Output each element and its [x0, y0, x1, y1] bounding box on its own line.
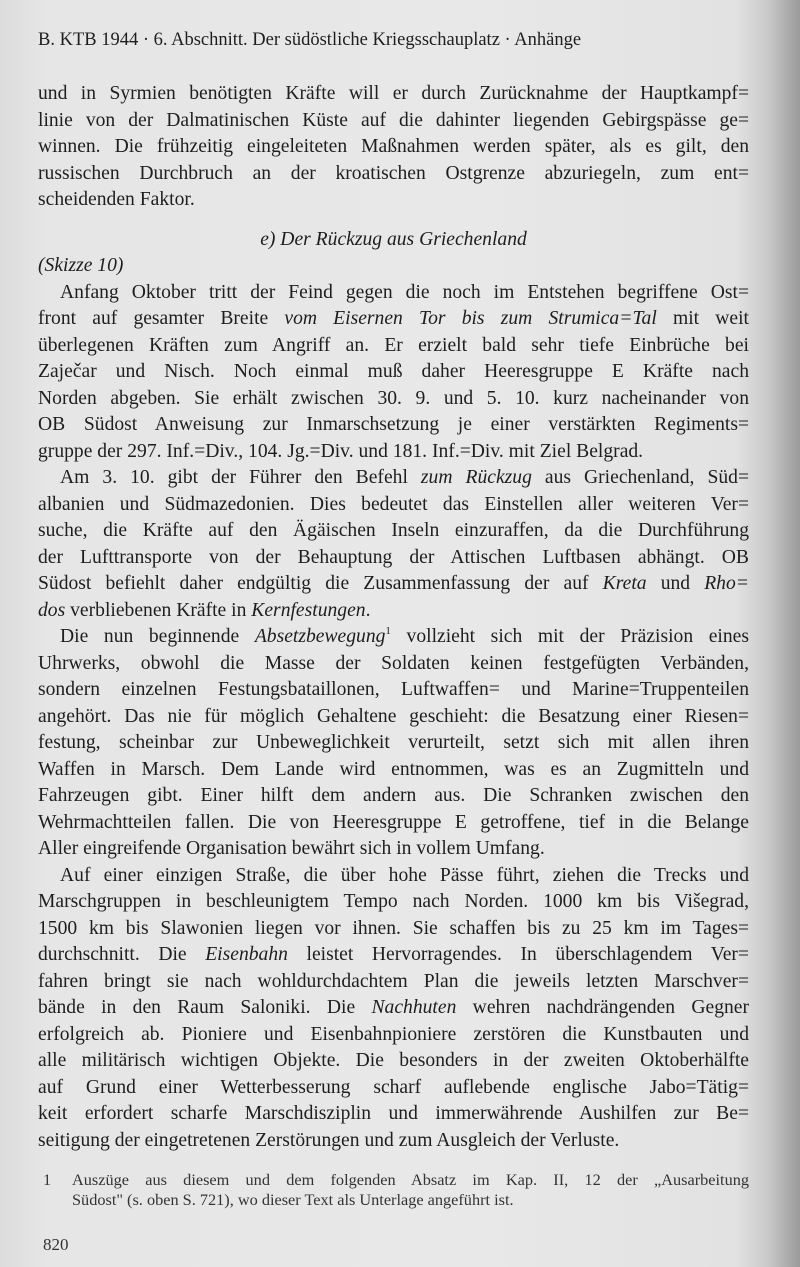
- text-line: gruppe der 297. Inf.=Div., 104. Jg.=Div. und 181. Inf.=Div. mit Ziel Belgrad.: [38, 440, 644, 462]
- running-header: B. KTB 1944 · 6. Abschnitt. Der südöstliche Kriegsschauplatz · Anhänge: [38, 30, 582, 50]
- paragraph: [38, 863, 749, 1155]
- italic-text: vom Eisernen Tor bis zum Strumica=Tal: [284, 308, 657, 329]
- text-line: festung, scheinbar zur Unbeweglichkeit verurteilt, setzt sich mit allen ihren: [38, 732, 749, 753]
- text-line: Südost befiehlt daher endgültig die Zusammenfassung der auf Kreta und Rho=: [38, 573, 750, 594]
- text-line: Aller eingreifende Organisation bewährt sich in vollem Umfang.: [38, 838, 545, 859]
- text-line: OB Südost Anweisung zur Inmarschsetzung je einer verstärkten Regiments=: [38, 414, 749, 435]
- text-line: Waffen in Marsch. Dem Lande wird entnommen, was es an Zugmitteln und: [38, 758, 749, 780]
- footnote-number: 1: [43, 1170, 52, 1189]
- text-line: [38, 253, 749, 280]
- text-line: Uhrwerks, obwohl die Masse der Soldaten keinen festgefügten Verbänden,: [38, 652, 749, 674]
- footnote: [43, 1170, 749, 1209]
- body-text: [38, 81, 749, 1154]
- text-line: erfolgreich ab. Pioniere und Eisenbahnpioniere zerstören die Kunstbauten und: [38, 1023, 749, 1045]
- italic-text: Eisenbahn: [205, 944, 288, 965]
- text-line: durchschnitt. Die Eisenbahn leistet Hervorragendes. In überschlagendem Ver=: [38, 944, 749, 965]
- paragraph: [38, 624, 749, 863]
- text-line: winnen. Die frühzeitig eingeleiteten Maßnahmen werden später, als es gilt, den: [38, 136, 749, 157]
- text-line: der Lufttransporte von der Behauptung der Attischen Luftbasen abhängt. OB: [38, 546, 749, 568]
- text-line: albanien und Südmazedonien. Dies bedeutet das Einstellen aller weiteren Ver=: [38, 493, 749, 515]
- text-line: front auf gesamter Breite vom Eisernen Tor bis zum Strumica=Tal mit weit: [38, 308, 749, 329]
- text-line: angehört. Das nie für möglich Gehaltene geschieht: die Besatzung einer Riesen=: [38, 705, 749, 727]
- paragraph: [38, 465, 749, 624]
- text-line: keit erfordert scharfe Marschdisziplin und immerwährende Aushilfen zur Be=: [38, 1103, 749, 1124]
- paragraph: [38, 253, 749, 280]
- text-line: und in Syrmien benötigten Kräfte will er durch Zurücknahme der Hauptkampf=: [38, 83, 749, 104]
- text-line: alle militärisch wichtigen Objekte. Die besonders in der zweiten Oktoberhälfte: [38, 1050, 749, 1071]
- text-line: Wehrmachtteilen fallen. Die von Heeresgruppe E getroffene, tief in die Belange: [38, 811, 749, 833]
- text-line: Auf einer einzigen Straße, die über hohe Pässe führt, ziehen die Trecks und: [60, 864, 749, 886]
- text-line: Zaječar und Nisch. Noch einmal muß daher Heeresgruppe E Kräfte nach: [38, 361, 749, 382]
- footnote-line: Auszüge aus diesem und dem folgenden Absatz im Kap. II, 12 der „Ausarbeitung: [72, 1170, 749, 1189]
- text-line: 1500 km bis Slawonien liegen vor ihnen. Sie schaffen bis zu 25 km im Tages=: [38, 917, 749, 939]
- text-line: seitigung der eingetretenen Zerstörungen und zum Ausgleich der Verluste.: [38, 1129, 620, 1151]
- text-line: Marschgruppen in beschleunigtem Tempo nach Norden. 1000 km bis Višegrad,: [38, 891, 749, 912]
- text-line: Norden abgeben. Sie erhält zwischen 30. 9. und 5. 10. kurz nacheinander von: [38, 387, 749, 409]
- page-number: 820: [43, 1235, 69, 1254]
- italic-text: Rho=: [704, 573, 750, 594]
- italic-text: Absetzbewegung: [254, 626, 386, 647]
- text-line: Die nun beginnende Absetzbewegung$^1$ vollzieht sich mit der Präzision eines: [60, 625, 749, 647]
- text-line: überlegenen Kräften zum Angriff an. Er erzielt bald sehr tiefe Einbrüche bei: [38, 334, 749, 356]
- text-line: Fahrzeugen gibt. Einer hilft dem andern aus. Die Schranken zwischen den: [38, 785, 749, 806]
- paragraph: [38, 81, 749, 214]
- footnote-ref: 1: [385, 625, 391, 637]
- italic-text: Kreta: [602, 573, 647, 594]
- text-line: dos verbliebenen Kräfte in Kernfestungen.: [38, 599, 371, 621]
- text-line: Anfang Oktober tritt der Feind gegen die noch im Entstehen begriffene Ost=: [60, 281, 749, 303]
- text-line: bände in den Raum Saloniki. Die Nachhuten wehren nachdrängenden Gegner: [38, 997, 750, 1018]
- italic-text: dos: [38, 599, 66, 621]
- text-line: linie von der Dalmatinischen Küste auf die dahinter liegenden Gebirgspässe ge=: [38, 109, 749, 131]
- text-line: russischen Durchbruch an der kroatischen Ostgrenze abzuriegeln, zum ent=: [38, 162, 749, 184]
- footnote-line: Südost" (s. oben S. 721), wo dieser Text als Unterlage angeführt ist.: [72, 1189, 514, 1209]
- text-line: fahren bringt sie nach wohldurchdachtem Plan die jeweils letzten Marschver=: [38, 970, 749, 992]
- paragraph: [38, 280, 749, 466]
- italic-text: (Skizze 10): [38, 255, 124, 276]
- text-line: suche, die Kräfte auf den Ägäischen Inseln einzuraffen, da die Durchführung: [38, 520, 749, 541]
- text-line: sondern einzelnen Festungsbataillonen, Luftwaffen= und Marine=Truppenteilen: [38, 679, 749, 700]
- text-line: auf Grund einer Wetterbesserung scharf auflebende englische Jabo=Tätig=: [38, 1076, 749, 1098]
- italic-text: Kernfestungen: [251, 599, 366, 621]
- section-heading: e) Der Rückzug aus Griechenland: [260, 228, 527, 250]
- italic-text: zum Rückzug: [420, 467, 532, 488]
- text-line: scheidenden Faktor.: [38, 189, 195, 210]
- text-line: Am 3. 10. gibt der Führer den Befehl zum Rückzug aus Griechenland, Süd=: [60, 467, 749, 488]
- italic-text: Nachhuten: [371, 997, 457, 1018]
